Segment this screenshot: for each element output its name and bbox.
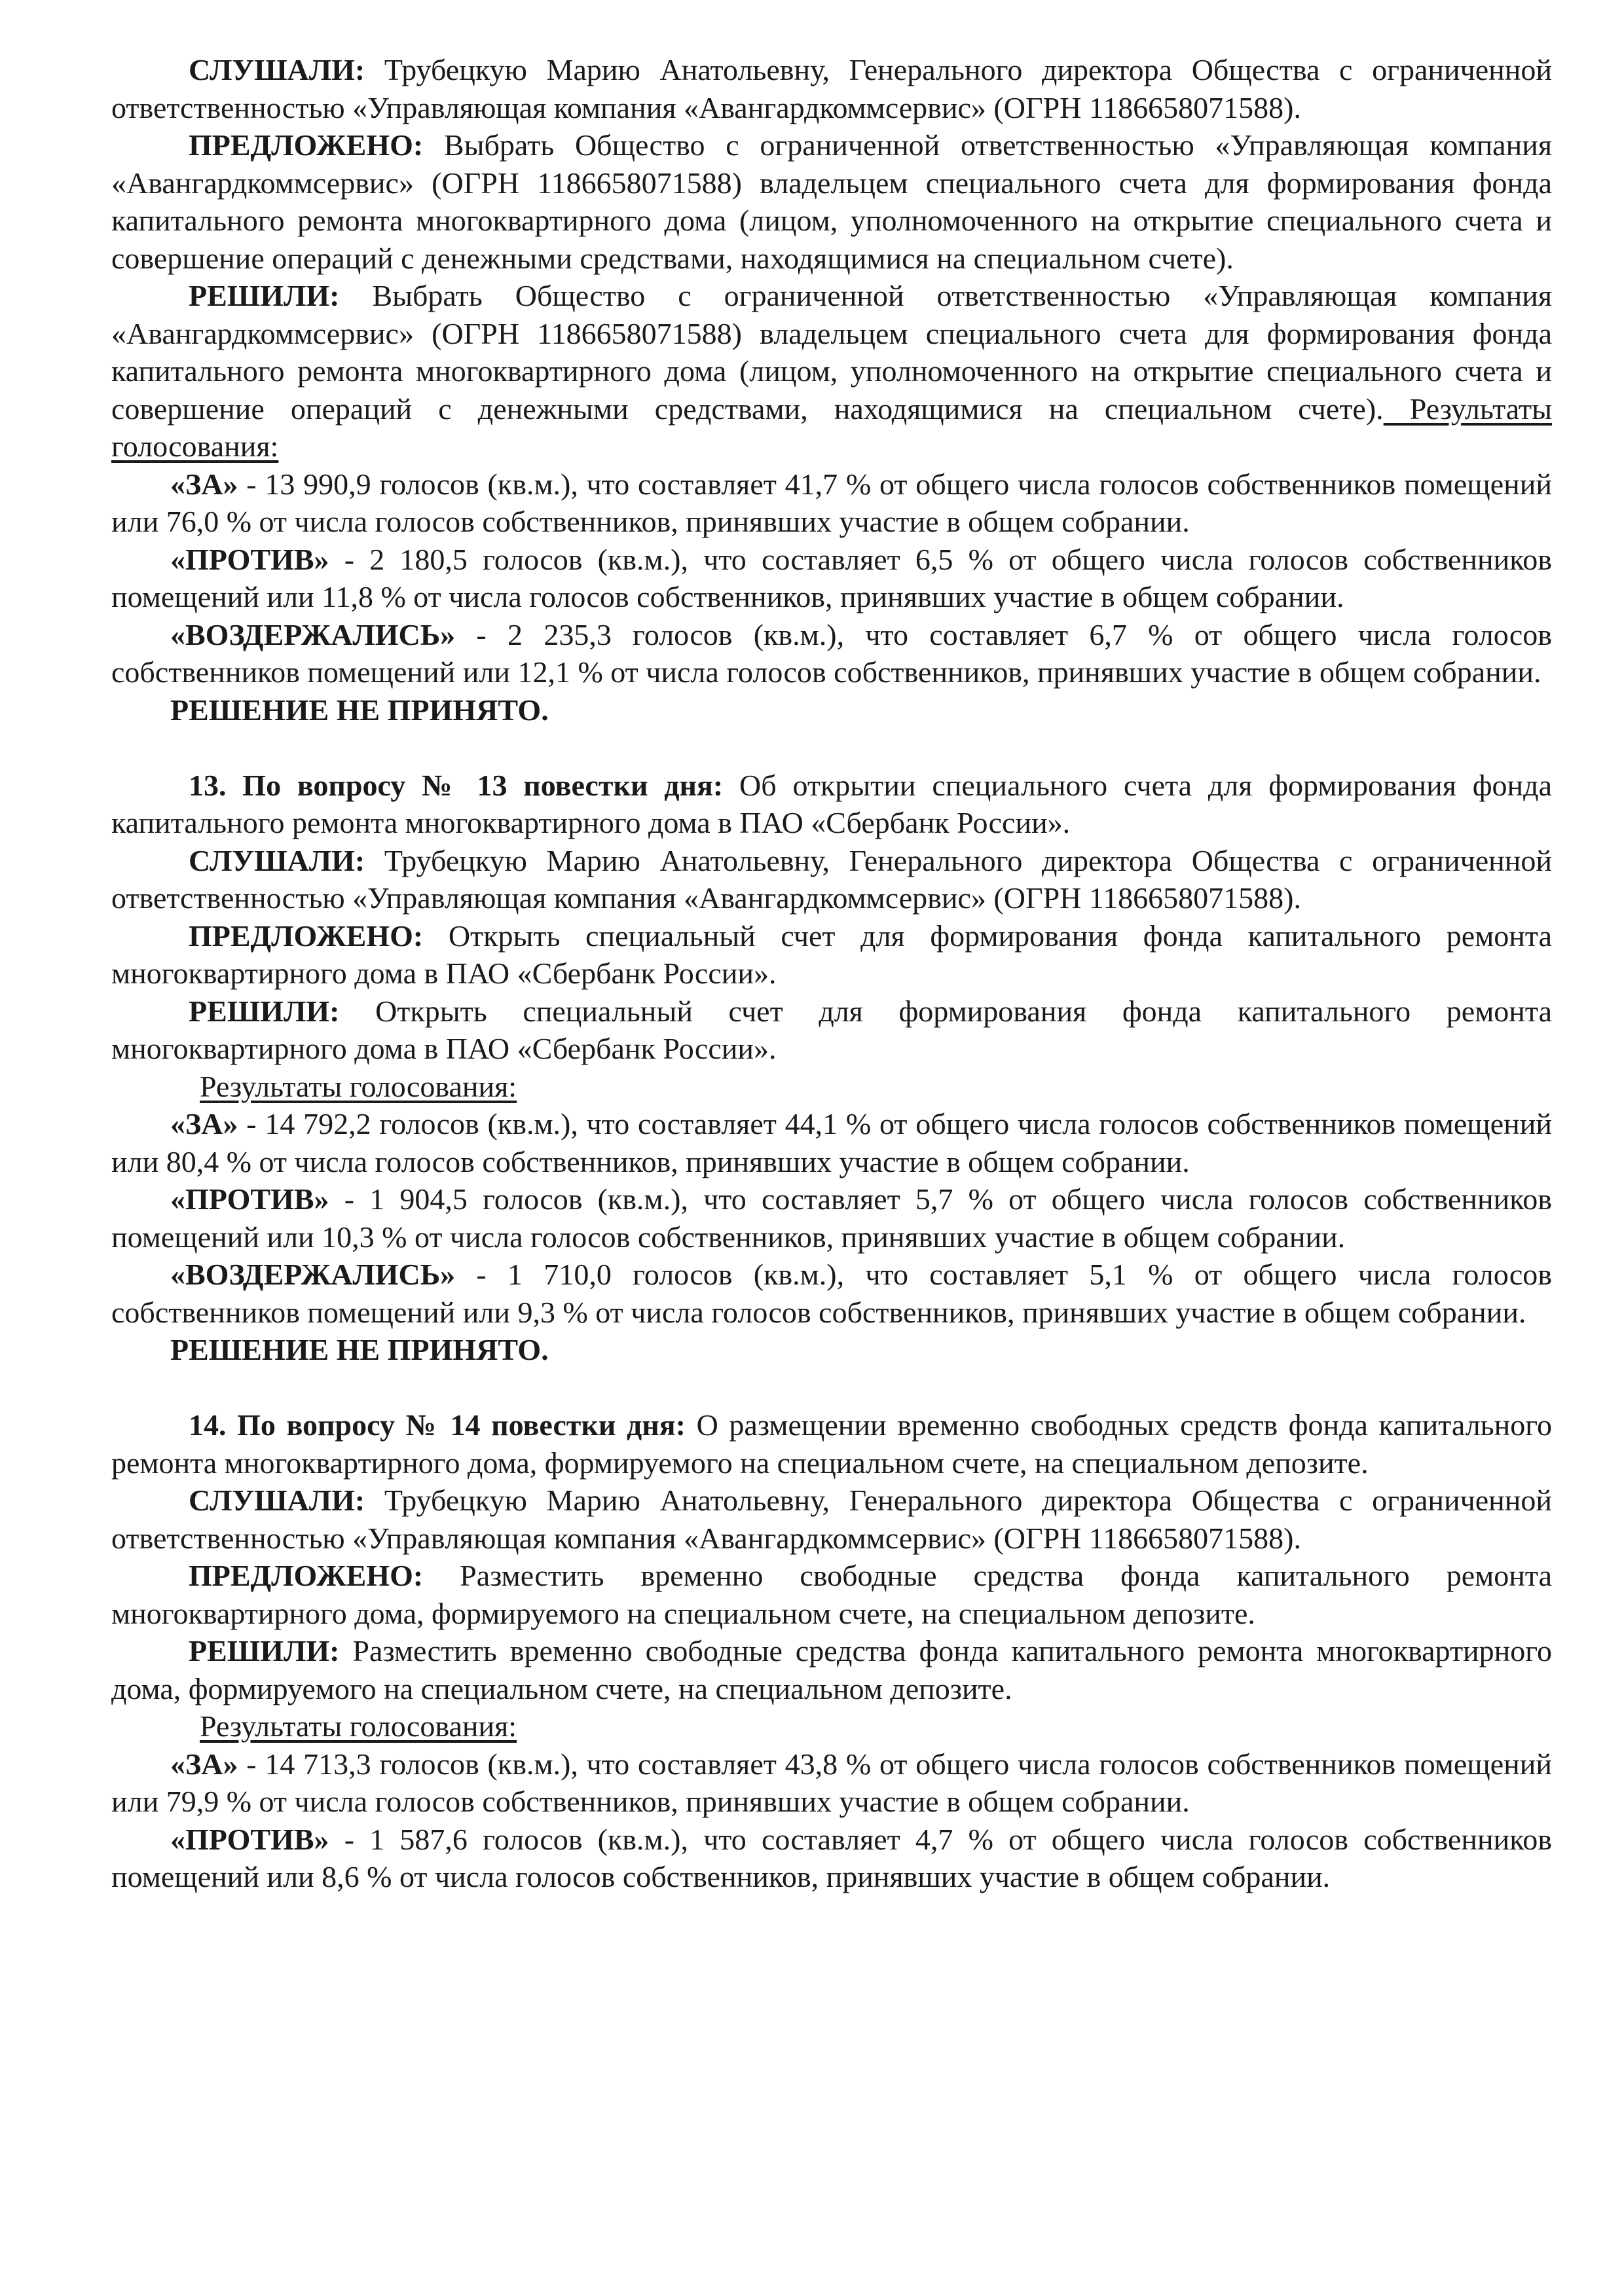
- proposed-label: ПРЕДЛОЖЕНО:: [189, 919, 424, 953]
- vote-for: [111, 465, 1552, 541]
- vote-for-text: - 13 990,9 голосов (кв.м.), что составляет 41,7 % от общего числа голосов собственников помещений или 76,0 % от числа голосов собственников, принявших участие в общем собрании.: [111, 467, 1552, 538]
- section-14: [111, 1406, 1552, 1896]
- question-heading-text: О размещении временно свободных средств фонда капитального ремонта многоквартирного дома, формируемого на специальном счете, на специальном депозите.: [111, 1408, 1552, 1480]
- proposed-paragraph: [111, 1557, 1552, 1632]
- vote-for-label: «ЗА»: [170, 467, 238, 501]
- section-13: [111, 767, 1552, 1369]
- vote-abstain: [111, 616, 1552, 691]
- decision-result: РЕШЕНИЕ НЕ ПРИНЯТО.: [170, 693, 549, 727]
- listened-text: Трубецкую Марию Анатольевну, Генерального директора Общества с ограниченной ответственностью «Управляющая компания «Авангардкоммсервис» (ОГРН 1186658071588).: [111, 843, 1552, 915]
- decided-text: Открыть специальный счет для формирования фонда капитального ремонта многоквартирного дома в ПАО «Сбербанк России».: [111, 994, 1552, 1065]
- results-label: Результаты голосования:: [200, 1709, 517, 1743]
- decided-paragraph: [111, 277, 1552, 465]
- vote-against-text: - 1 904,5 голосов (кв.м.), что составляет 5,7 % от общего числа голосов собственников помещений или 10,3 % от числа голосов собственников, принявших участие в общем собрании.: [111, 1182, 1552, 1254]
- question-heading: [111, 767, 1552, 842]
- vote-for-text: - 14 713,3 голосов (кв.м.), что составляет 43,8 % от общего числа голосов собственников помещений или 79,9 % от числа голосов собственников, принявших участие в общем собрании.: [111, 1747, 1552, 1818]
- vote-against-label: «ПРОТИВ»: [170, 542, 329, 576]
- section-spacer: [111, 1369, 1552, 1407]
- question-heading: [111, 1406, 1552, 1482]
- proposed-label: ПРЕДЛОЖЕНО:: [189, 1559, 424, 1592]
- listened-paragraph: [111, 51, 1552, 126]
- vote-abstain-text: - 1 710,0 голосов (кв.м.), что составляет 5,1 % от общего числа голосов собственников помещений или 9,3 % от числа голосов собственников, принявших участие в общем собрании.: [111, 1258, 1552, 1329]
- decision-result: РЕШЕНИЕ НЕ ПРИНЯТО.: [170, 1333, 549, 1366]
- decided-text: Выбрать Общество с ограниченной ответственностью «Управляющая компания «Авангардкоммсервис» (ОГРН 1186658071588) владельцем специального счета для формирования фонда капитального ремонта многоквартирного дома (лицом, уполномоченного на открытие специального счета и совершение операций с денежными средствами, находящимися на специальном счете).: [111, 279, 1552, 426]
- proposed-label: ПРЕДЛОЖЕНО:: [189, 128, 424, 162]
- vote-against: [111, 541, 1552, 616]
- proposed-text: Открыть специальный счет для формирования фонда капитального ремонта многоквартирного дома в ПАО «Сбербанк России».: [111, 919, 1552, 990]
- results-label: Результаты голосования:: [111, 392, 1552, 463]
- decided-text: Разместить временно свободные средства фонда капитального ремонта многоквартирного дома, формируемого на специальном счете, на специальном депозите.: [111, 1634, 1552, 1705]
- listened-label: СЛУШАЛИ:: [189, 843, 365, 877]
- decided-paragraph: [111, 1632, 1552, 1707]
- vote-for: [111, 1745, 1552, 1821]
- proposed-text: Разместить временно свободные средства фонда капитального ремонта многоквартирного дома, формируемого на специальном счете, на специальном депозите.: [111, 1559, 1552, 1630]
- proposed-paragraph: [111, 126, 1552, 277]
- document-page: [111, 51, 1552, 1896]
- vote-against: [111, 1821, 1552, 1896]
- vote-abstain-label: «ВОЗДЕРЖАЛИСЬ»: [170, 617, 456, 651]
- vote-for-text: - 14 792,2 голосов (кв.м.), что составляет 44,1 % от общего числа голосов собственников помещений или 80,4 % от числа голосов собственников, принявших участие в общем собрании.: [111, 1107, 1552, 1178]
- vote-against-text: - 1 587,6 голосов (кв.м.), что составляет 4,7 % от общего числа голосов собственников помещений или 8,6 % от числа голосов собственников, принявших участие в общем собрании.: [111, 1822, 1552, 1893]
- vote-for: [111, 1105, 1552, 1180]
- vote-abstain-text: - 2 235,3 голосов (кв.м.), что составляет 6,7 % от общего числа голосов собственников помещений или 12,1 % от числа голосов собственников, принявших участие в общем собрании.: [111, 617, 1552, 689]
- question-heading-text: Об открытии специального счета для формирования фонда капитального ремонта многоквартирного дома в ПАО «Сбербанк России».: [111, 768, 1553, 839]
- decided-label: РЕШИЛИ:: [189, 1634, 340, 1667]
- vote-for-label: «ЗА»: [170, 1107, 238, 1140]
- vote-abstain: [111, 1256, 1552, 1331]
- section-12: [111, 51, 1552, 729]
- listened-paragraph: [111, 1482, 1552, 1557]
- proposed-text: Выбрать Общество с ограниченной ответственностью «Управляющая компания «Авангардкоммсервис» (ОГРН 1186658071588) владельцем специального счета для формирования фонда капитального ремонта многоквартирного дома (лицом, уполномоченного на открытие специального счета и совершение операций с денежными средствами, находящимися на специальном счете).: [111, 128, 1552, 275]
- vote-for-label: «ЗА»: [170, 1747, 238, 1781]
- vote-against-label: «ПРОТИВ»: [170, 1182, 329, 1216]
- question-heading-label: 13. По вопросу № 13 повестки дня:: [189, 768, 724, 802]
- listened-text: Трубецкую Марию Анатольевну, Генерального директора Общества с ограниченной ответственностью «Управляющая компания «Авангардкоммсервис» (ОГРН 1186658071588).: [111, 53, 1552, 124]
- listened-paragraph: [111, 842, 1552, 917]
- vote-against-label: «ПРОТИВ»: [170, 1822, 329, 1856]
- decided-label: РЕШИЛИ:: [189, 994, 340, 1028]
- vote-against: [111, 1180, 1552, 1256]
- listened-text: Трубецкую Марию Анатольевну, Генерального директора Общества с ограниченной ответственностью «Управляющая компания «Авангардкоммсервис» (ОГРН 1186658071588).: [111, 1484, 1552, 1555]
- section-spacer: [111, 729, 1552, 767]
- decided-paragraph: [111, 993, 1552, 1068]
- results-label: Результаты голосования:: [200, 1069, 517, 1103]
- proposed-paragraph: [111, 917, 1552, 993]
- question-heading-label: 14. По вопросу № 14 повестки дня:: [189, 1408, 686, 1442]
- decided-label: РЕШИЛИ:: [189, 279, 340, 312]
- listened-label: СЛУШАЛИ:: [189, 1484, 365, 1517]
- vote-abstain-label: «ВОЗДЕРЖАЛИСЬ»: [170, 1258, 456, 1291]
- vote-against-text: - 2 180,5 голосов (кв.м.), что составляет 6,5 % от общего числа голосов собственников помещений или 11,8 % от числа голосов собственников, принявших участие в общем собрании.: [111, 542, 1552, 613]
- listened-label: СЛУШАЛИ:: [189, 53, 365, 86]
